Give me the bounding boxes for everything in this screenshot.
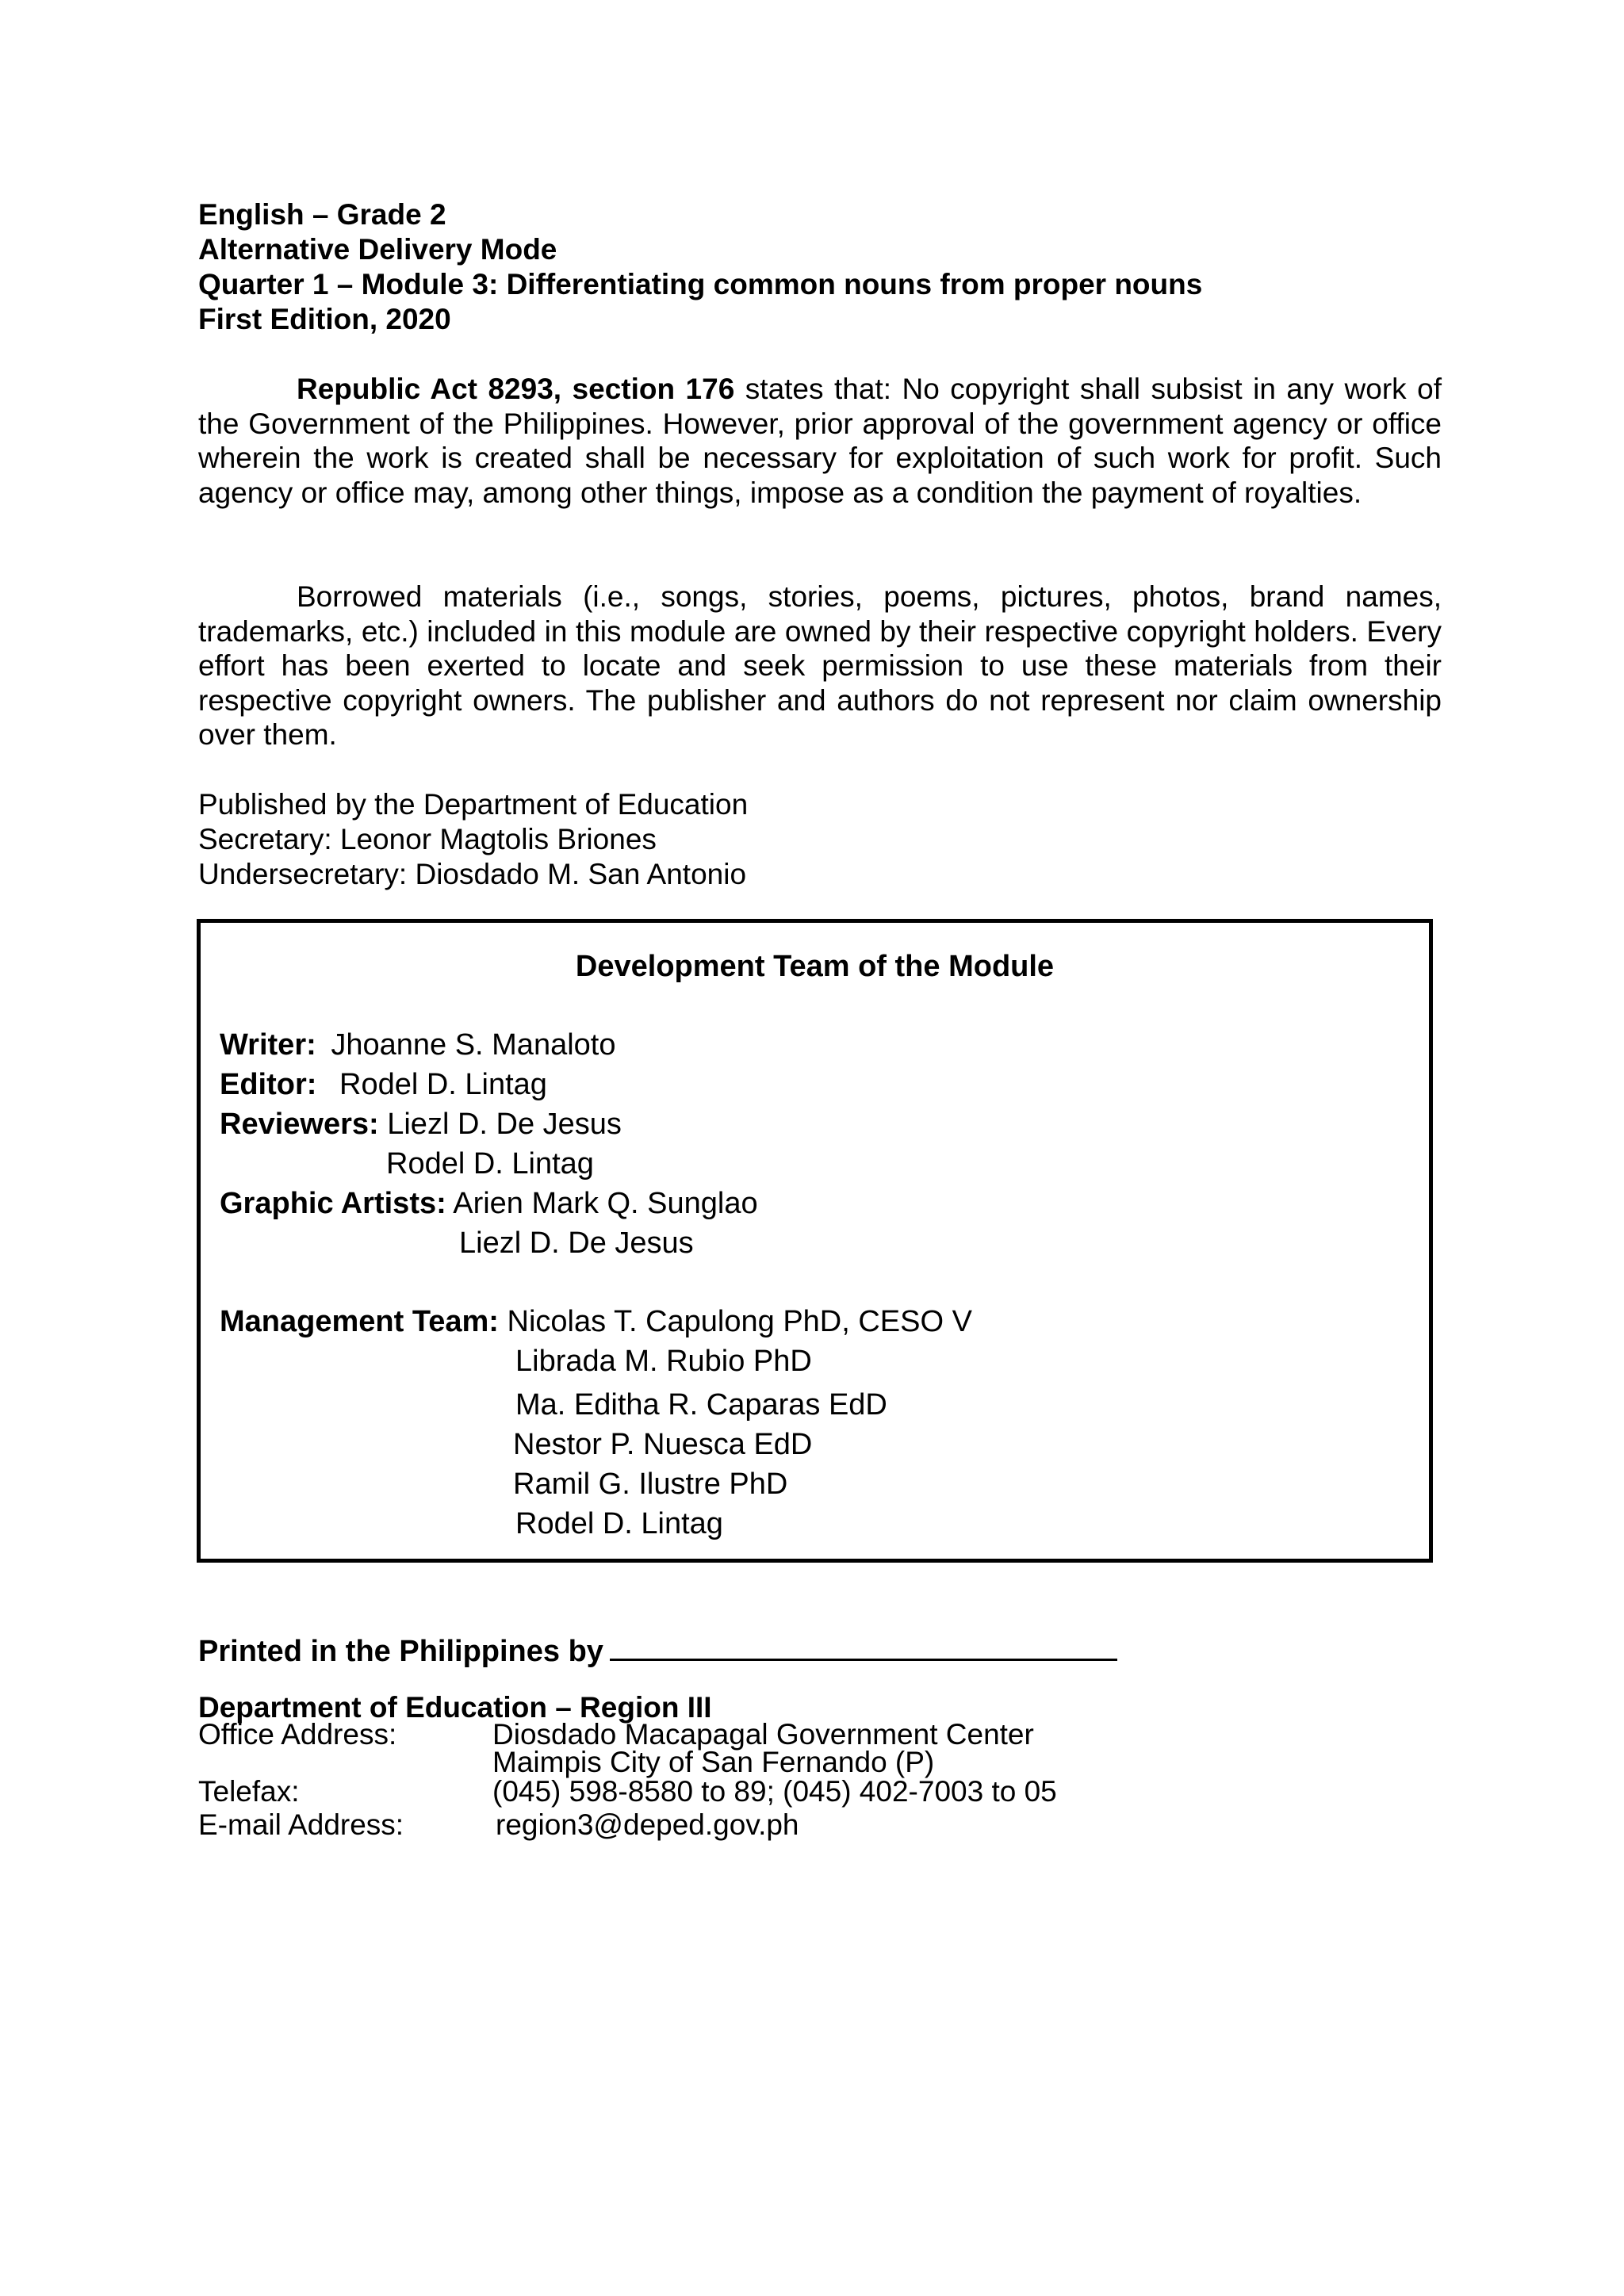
editor-name: Rodel D. Lintag (339, 1068, 547, 1101)
publisher-line: Published by the Department of Education (198, 788, 749, 821)
delivery-mode: Alternative Delivery Mode (198, 233, 557, 266)
telefax-label: Telefax: (198, 1775, 300, 1808)
secretary-line: Secretary: Leonor Magtolis Briones (198, 823, 657, 855)
module-title: Quarter 1 – Module 3: Differentiating common nouns from proper nouns (198, 268, 1203, 300)
writer-name: Jhoanne S. Manaloto (331, 1028, 616, 1062)
graphic-artists-row (220, 1186, 758, 1221)
edition: First Edition, 2020 (198, 303, 451, 335)
copyright-text: states that: No copyright shall subsist in any work of the Government of the Philippines. However, prior approval of the government agency or office wherein the work is created shall be necessary for exploitation of such work for profit. Such agency or office may, among other things, impose as a condition the payment of royalties. (198, 373, 1442, 509)
borrowed-materials-text: Borrowed materials (i.e., songs, stories, poems, pictures, photos, brand names, trademarks, etc.) included in this module are owned by their respective copyright holders. Every effort has been exerted to locate and seek permission to use these materials from their respective copyright owners. The publisher and authors do not represent nor claim ownership over them. (198, 580, 1442, 751)
editor-label: Editor: (220, 1068, 317, 1101)
reviewer-name: Liezl D. De Jesus (387, 1108, 622, 1141)
management-member: Rodel D. Lintag (515, 1507, 723, 1540)
management-member: Ramil G. Ilustre PhD (513, 1468, 788, 1501)
management-team-label: Management Team: (220, 1305, 499, 1338)
office-address-label: Office Address: (198, 1718, 397, 1751)
printed-in-label: Printed in the Philippines by (198, 1635, 603, 1668)
module-header (198, 197, 1202, 337)
management-member: Nicolas T. Capulong PhD, CESO V (507, 1305, 972, 1338)
management-member: Nestor P. Nuesca EdD (513, 1428, 813, 1461)
publisher-block (198, 787, 748, 892)
borrowed-materials-paragraph (198, 580, 1442, 752)
telefax-number: (045) 598-8580 to 89; (045) 402-7003 to 05 (492, 1775, 1057, 1808)
reviewers-row (220, 1107, 622, 1142)
printed-in-row (198, 1634, 1117, 1669)
editor-row (220, 1067, 547, 1102)
team-title: Development Team of the Module (575, 950, 1055, 983)
email-label: E-mail Address: (198, 1808, 404, 1841)
graphic-artist-name: Liezl D. De Jesus (459, 1226, 694, 1260)
office-address-line1: Diosdado Macapagal Government Center (492, 1718, 1034, 1751)
writer-label: Writer: (220, 1028, 316, 1062)
graphic-artists-label: Graphic Artists: (220, 1187, 446, 1220)
reviewer-name: Rodel D. Lintag (386, 1147, 594, 1181)
management-member: Librada M. Rubio PhD (515, 1345, 812, 1378)
management-member: Ma. Editha R. Caparas EdD (515, 1388, 887, 1422)
writer-row (220, 1027, 615, 1062)
reviewers-label: Reviewers: (220, 1108, 379, 1141)
office-address-line2: Maimpis City of San Fernando (P) (492, 1746, 935, 1778)
region-title: Department of Education – Region III (198, 1691, 712, 1724)
republic-act-reference: Republic Act 8293, section 176 (297, 373, 735, 405)
development-team-box (197, 919, 1433, 1563)
undersecretary-line: Undersecretary: Diosdado M. San Antonio (198, 858, 747, 890)
subject-grade: English – Grade 2 (198, 198, 446, 231)
management-team-row (220, 1304, 972, 1339)
printer-blank-line (610, 1635, 1117, 1661)
graphic-artist-name: Arien Mark Q. Sunglao (453, 1187, 758, 1220)
copyright-paragraph (198, 372, 1442, 510)
email-address: region3@deped.gov.ph (496, 1808, 799, 1841)
